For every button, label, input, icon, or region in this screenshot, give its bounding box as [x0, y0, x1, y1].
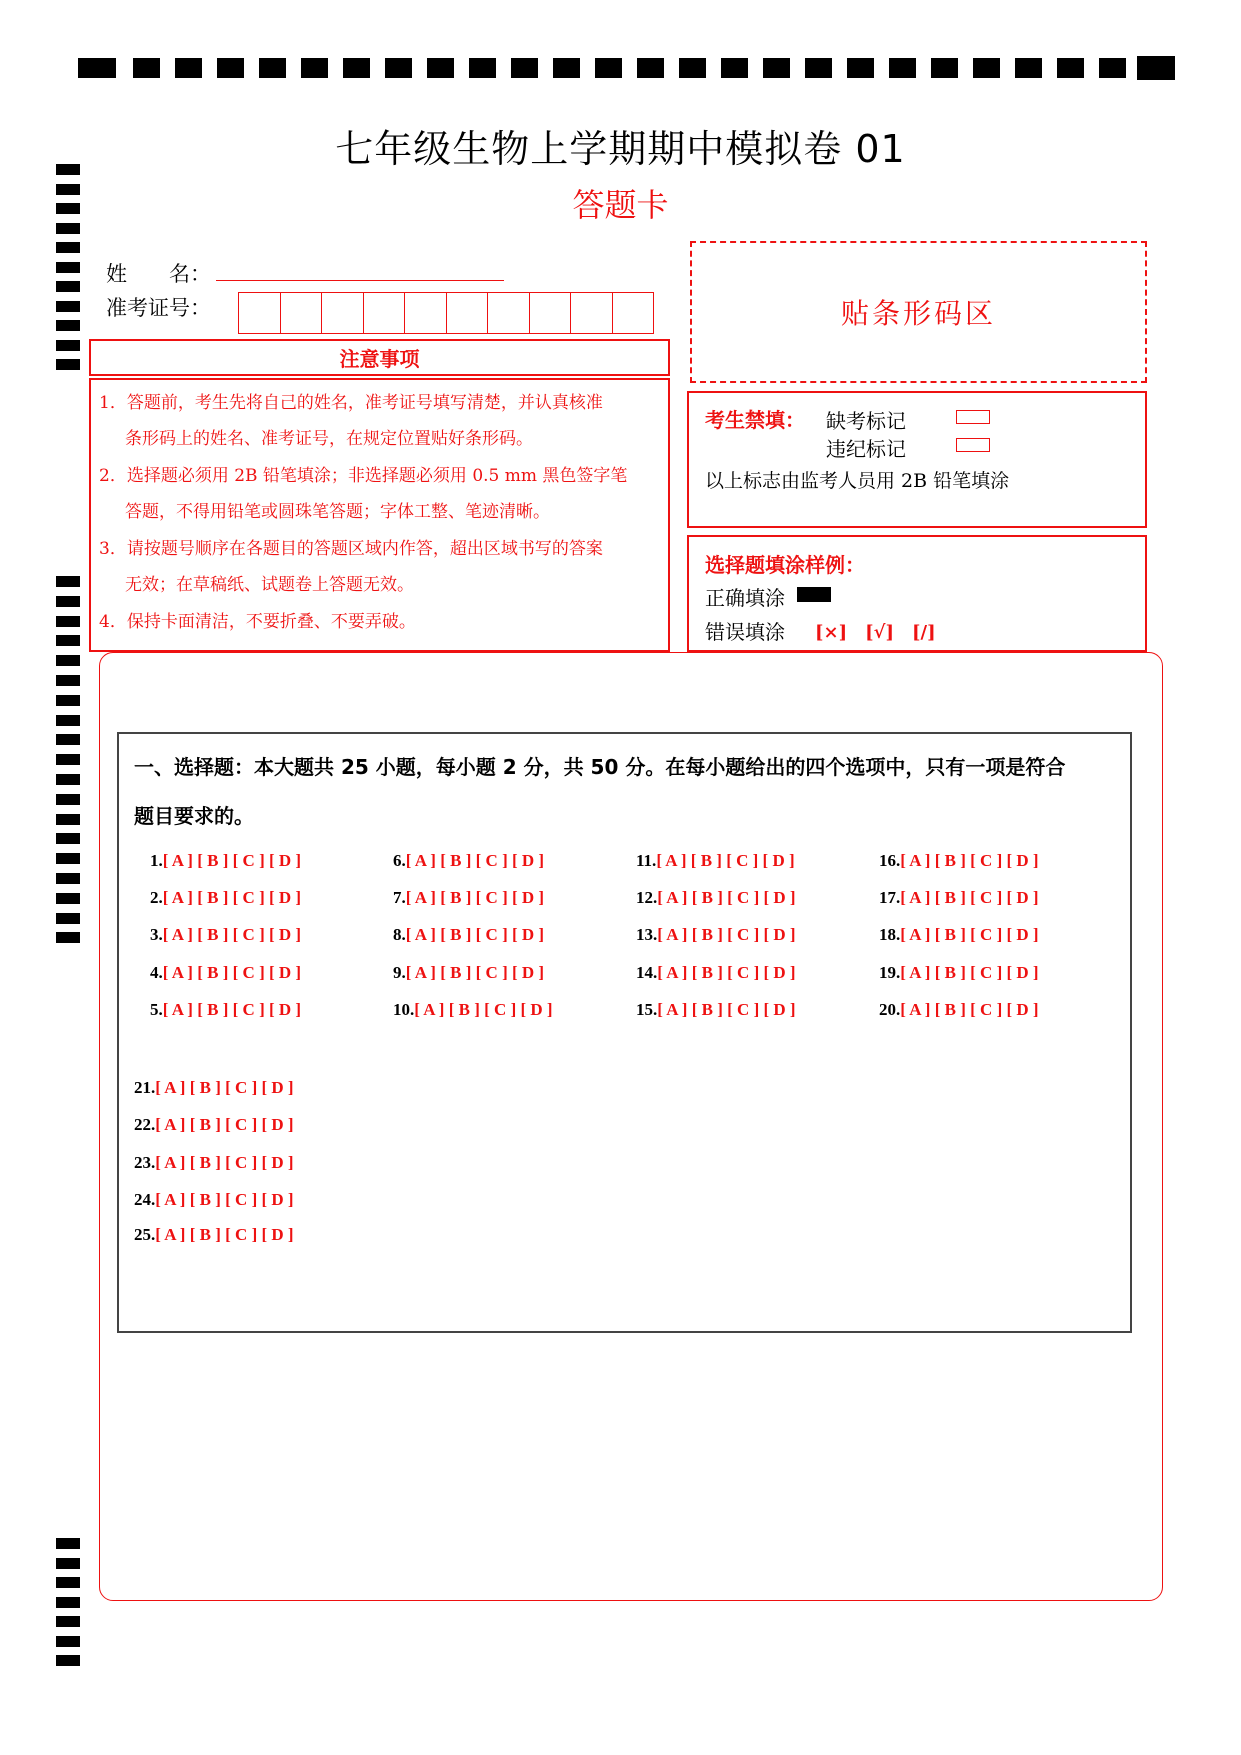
timing-mark [56, 1538, 80, 1549]
exam-id-digit-box[interactable] [322, 293, 364, 333]
answer-options[interactable]: [ A ] [ B ] [ C ] [ D ] [656, 851, 795, 870]
timing-mark [56, 774, 80, 785]
timing-mark [56, 1577, 80, 1588]
timing-mark [56, 734, 80, 745]
answer-options[interactable]: [ A ] [ B ] [ C ] [ D ] [162, 963, 302, 982]
page-title: 七年级生物上学期期中模拟卷 01 [335, 127, 906, 171]
question-number: 12. [636, 888, 658, 907]
answer-options[interactable]: [ A ] [ B ] [ C ] [ D ] [657, 925, 796, 944]
timing-mark [56, 340, 80, 351]
exam-id-digit-box[interactable] [405, 293, 447, 333]
answer-options[interactable]: [ A ] [ B ] [ C ] [ D ] [162, 1000, 302, 1019]
notice-box [89, 378, 670, 652]
timing-mark [56, 754, 80, 765]
question-number: 18. [879, 925, 901, 944]
notice-line: 1．答题前，考生先将自己的姓名，准考证号填写清楚，并认真核准 [99, 393, 603, 413]
notice-line: 4．保持卡面清洁，不要折叠、不要弄破。 [99, 612, 416, 632]
question-number: 5. [150, 1000, 163, 1019]
question-number: 16. [879, 851, 901, 870]
proctor-note: 以上标志由监考人员用 2B 铅笔填涂 [705, 470, 1010, 492]
question-item [879, 1000, 1039, 1020]
timing-mark [56, 301, 80, 312]
question-number: 20. [879, 1000, 901, 1019]
question-number: 8. [393, 925, 406, 944]
question-number: 11. [636, 851, 657, 870]
exam-id-digit-box[interactable] [530, 293, 572, 333]
notice-line: 2．选择题必须用 2B 铅笔填涂；非选择题必须用 0.5 mm 黑色签字笔 [99, 466, 628, 486]
answer-options[interactable]: [ A ] [ B ] [ C ] [ D ] [414, 1000, 553, 1019]
page-subtitle: 答题卡 [572, 186, 669, 224]
violation-mark-label: 违纪标记 [826, 437, 906, 461]
timing-mark [56, 242, 80, 253]
question-item [134, 1078, 294, 1098]
violation-mark-box[interactable] [956, 438, 990, 452]
timing-mark [56, 1597, 80, 1608]
exam-id-digit-box[interactable] [447, 293, 489, 333]
answer-options[interactable]: [ A ] [ B ] [ C ] [ D ] [155, 1153, 294, 1172]
question-item [393, 851, 544, 871]
timing-mark [56, 675, 80, 686]
question-number: 21. [134, 1078, 156, 1097]
question-item [879, 888, 1039, 908]
question-number: 14. [636, 963, 658, 982]
timing-mark [56, 695, 80, 706]
question-item [636, 963, 796, 983]
fill-sample-box [687, 535, 1147, 652]
question-item [636, 851, 795, 871]
section-title: 一、选择题：本大题共 25 小题，每小题 2 分，共 50 分。在每小题给出的四个选项中，只有一项是符合 [134, 755, 1066, 779]
absent-mark-label: 缺考标记 [826, 409, 906, 433]
question-number: 6. [393, 851, 406, 870]
timing-mark [56, 1636, 80, 1647]
question-number: 15. [636, 1000, 658, 1019]
timing-mark [56, 1655, 80, 1666]
answer-options[interactable]: [ A ] [ B ] [ C ] [ D ] [155, 1115, 294, 1134]
question-item [636, 925, 796, 945]
answer-options[interactable]: [ A ] [ B ] [ C ] [ D ] [900, 1000, 1039, 1019]
answer-options[interactable]: [ A ] [ B ] [ C ] [ D ] [162, 851, 302, 870]
question-item [393, 1000, 553, 1020]
question-item [134, 1115, 294, 1135]
question-item [134, 1153, 294, 1173]
choice-section [117, 732, 1132, 1333]
name-field[interactable] [216, 279, 504, 281]
proctor-marks-box [687, 391, 1147, 528]
question-item [150, 851, 301, 871]
question-number: 7. [393, 888, 406, 907]
question-item [636, 1000, 796, 1020]
question-item [134, 1225, 294, 1245]
question-item [879, 851, 1039, 871]
timing-mark [56, 932, 80, 943]
exam-id-digit-box[interactable] [613, 293, 654, 333]
question-item [150, 1000, 301, 1020]
timing-mark [56, 893, 80, 904]
timing-mark [56, 794, 80, 805]
question-number: 24. [134, 1190, 156, 1209]
barcode-label: 贴条形码区 [840, 297, 996, 330]
timing-mark [56, 576, 80, 587]
answer-options[interactable]: [ A ] [ B ] [ C ] [ D ] [162, 888, 302, 907]
timing-mark [56, 1616, 80, 1627]
exam-id-boxes[interactable] [238, 292, 654, 334]
answer-options[interactable]: [ A ] [ B ] [ C ] [ D ] [405, 851, 545, 870]
question-item [393, 963, 544, 983]
timing-mark [56, 853, 80, 864]
exam-id-digit-box[interactable] [571, 293, 613, 333]
timing-mark [56, 873, 80, 884]
question-number: 25. [134, 1225, 156, 1244]
answer-options[interactable]: [ A ] [ B ] [ C ] [ D ] [900, 851, 1039, 870]
correct-fill-label: 正确填涂 [705, 586, 785, 610]
question-item [150, 888, 301, 908]
barcode-area [690, 241, 1147, 383]
absent-mark-box[interactable] [956, 410, 990, 424]
timing-mark [56, 262, 80, 273]
correct-fill-example [797, 587, 831, 602]
question-item [393, 925, 544, 945]
timing-mark [56, 281, 80, 292]
wrong-fill-label: 错误填涂 [705, 620, 785, 644]
proctor-label: 考生禁填： [705, 408, 805, 432]
question-number: 19. [879, 963, 901, 982]
timing-mark [56, 320, 80, 331]
timing-mark [56, 913, 80, 924]
answer-options[interactable]: [ A ] [ B ] [ C ] [ D ] [900, 925, 1039, 944]
answer-options[interactable]: [ A ] [ B ] [ C ] [ D ] [162, 925, 302, 944]
notice-line: 条形码上的姓名、准考证号，在规定位置贴好条形码。 [125, 429, 533, 449]
notice-line: 无效；在草稿纸、试题卷上答题无效。 [125, 575, 414, 595]
question-number: 22. [134, 1115, 156, 1134]
section-title-cont: 题目要求的。 [134, 804, 254, 828]
exam-id-digit-box[interactable] [239, 293, 281, 333]
exam-id-digit-box[interactable] [364, 293, 406, 333]
answer-options[interactable]: [ A ] [ B ] [ C ] [ D ] [155, 1190, 294, 1209]
answer-options[interactable]: [ A ] [ B ] [ C ] [ D ] [155, 1078, 294, 1097]
question-number: 3. [150, 925, 163, 944]
exam-id-label: 准考证号： [106, 296, 211, 320]
exam-id-digit-box[interactable] [281, 293, 323, 333]
answer-options[interactable]: [ A ] [ B ] [ C ] [ D ] [155, 1225, 294, 1244]
timing-mark [56, 596, 80, 607]
question-number: 2. [150, 888, 163, 907]
question-item [393, 888, 544, 908]
timing-mark [56, 616, 80, 627]
question-item [879, 963, 1039, 983]
question-item [134, 1190, 294, 1210]
question-number: 17. [879, 888, 901, 907]
question-item [150, 963, 301, 983]
answer-options[interactable]: [ A ] [ B ] [ C ] [ D ] [405, 888, 545, 907]
answer-options[interactable]: [ A ] [ B ] [ C ] [ D ] [405, 925, 545, 944]
question-number: 4. [150, 963, 163, 982]
notice-heading: 注意事项 [89, 339, 670, 376]
timing-mark [56, 1558, 80, 1569]
notice-line: 3．请按题号顺序在各题目的答题区域内作答，超出区域书写的答案 [99, 539, 603, 559]
timing-mark [56, 715, 80, 726]
notice-line: 答题，不得用铅笔或圆珠笔答题；字体工整、笔迹清晰。 [125, 502, 550, 522]
wrong-fill-examples: [×] [√] [/] [815, 622, 936, 643]
question-item [879, 925, 1039, 945]
question-number: 23. [134, 1153, 156, 1172]
timing-mark [56, 635, 80, 646]
answer-options[interactable]: [ A ] [ B ] [ C ] [ D ] [900, 888, 1039, 907]
question-number: 1. [150, 851, 163, 870]
answer-options[interactable]: [ A ] [ B ] [ C ] [ D ] [405, 963, 545, 982]
timing-mark [56, 814, 80, 825]
answer-options[interactable]: [ A ] [ B ] [ C ] [ D ] [657, 963, 796, 982]
question-number: 10. [393, 1000, 415, 1019]
timing-mark [56, 833, 80, 844]
exam-id-digit-box[interactable] [488, 293, 530, 333]
question-number: 13. [636, 925, 658, 944]
answer-options[interactable]: [ A ] [ B ] [ C ] [ D ] [900, 963, 1039, 982]
question-item [636, 888, 796, 908]
fill-sample-heading: 选择题填涂样例： [705, 553, 865, 577]
question-number: 9. [393, 963, 406, 982]
question-item [150, 925, 301, 945]
answer-options[interactable]: [ A ] [ B ] [ C ] [ D ] [657, 888, 796, 907]
timing-mark [56, 359, 80, 370]
answer-options[interactable]: [ A ] [ B ] [ C ] [ D ] [657, 1000, 796, 1019]
name-label: 姓 名： [106, 262, 211, 286]
timing-mark [56, 655, 80, 666]
